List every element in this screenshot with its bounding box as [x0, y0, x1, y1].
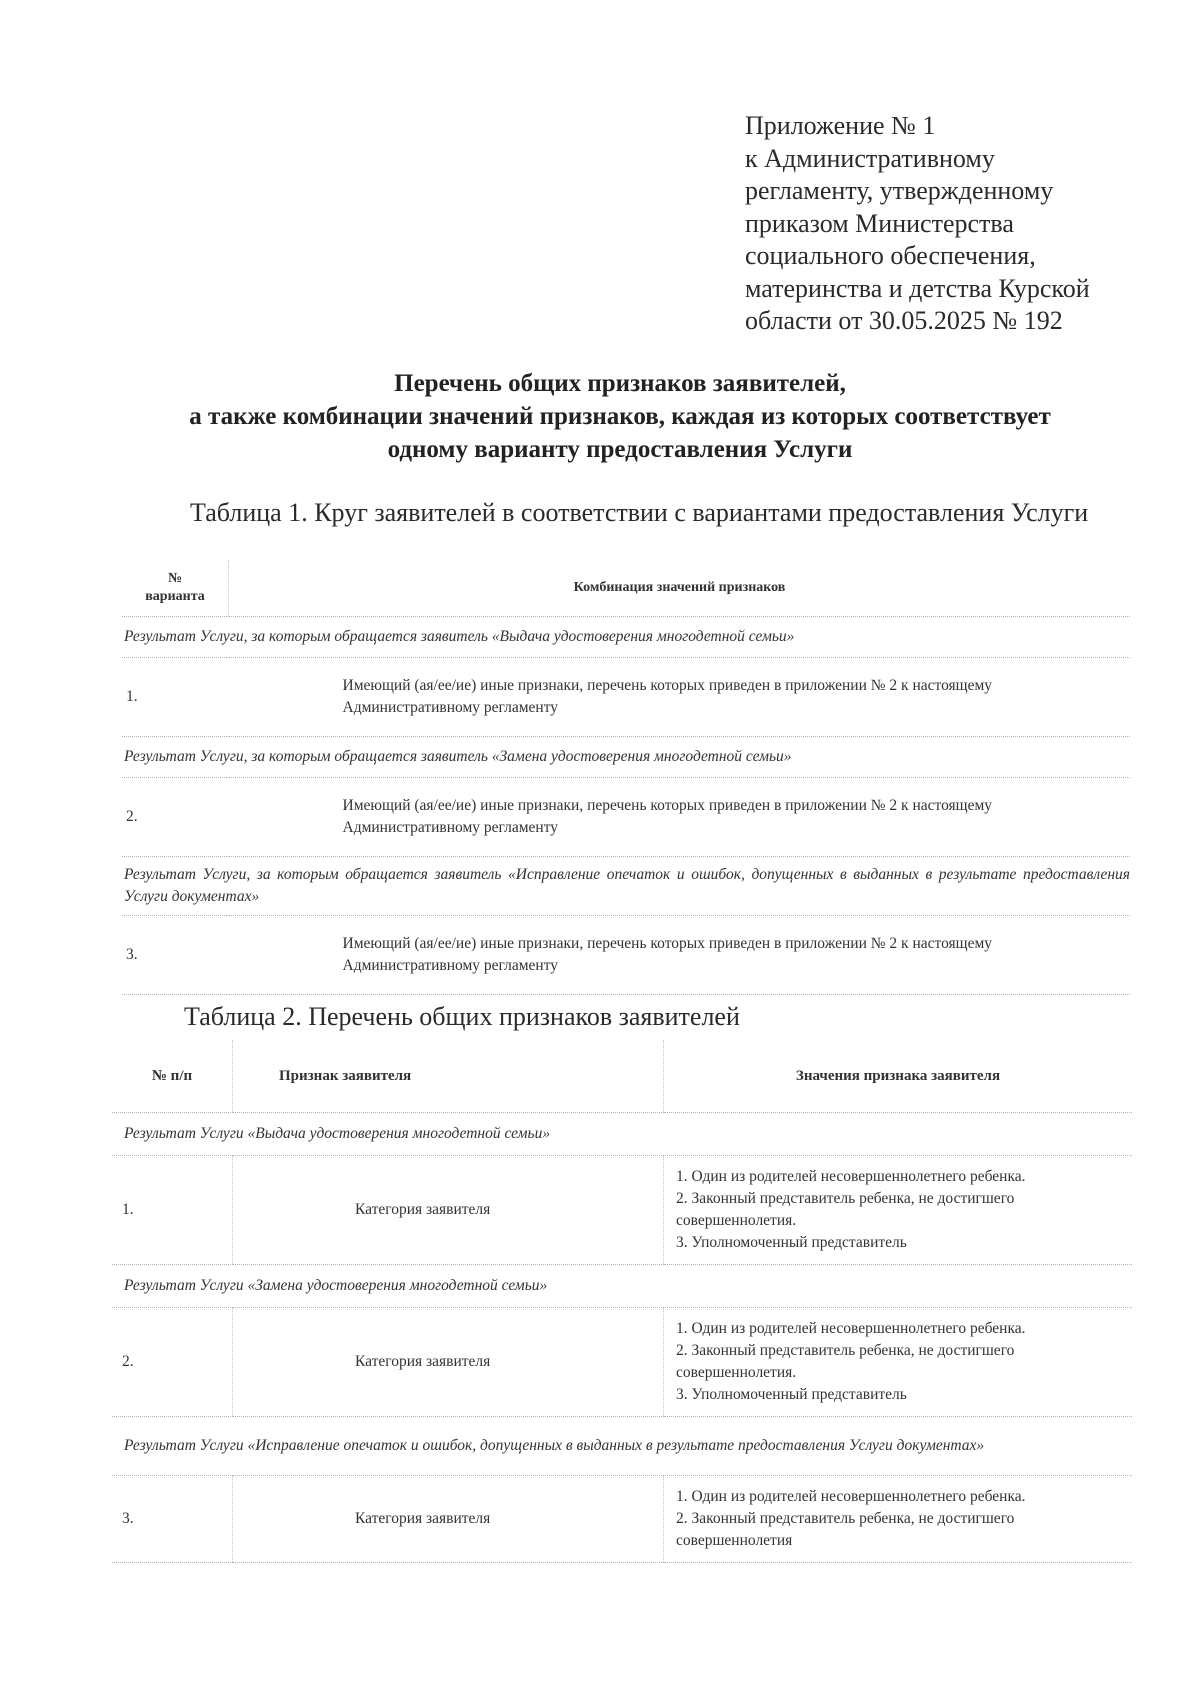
- values-cell: [664, 1156, 1133, 1265]
- result-label: Результат Услуги, за которым обращается заявитель «Выдача удостоверения многодетной семьи»: [122, 617, 1130, 658]
- values-cell: [664, 1476, 1133, 1563]
- table1-header-num: [122, 560, 229, 617]
- appendix-block: [745, 110, 1165, 338]
- row-number: 1.: [112, 1156, 233, 1265]
- table2: [112, 1040, 1132, 1563]
- result-label: Результат Услуги, за которым обращается заявитель «Замена удостоверения многодетной семьи»: [122, 737, 1130, 778]
- value-line: совершеннолетия.: [676, 1364, 797, 1381]
- value-line: 1. Один из родителей несовершеннолетнего ребенка.: [676, 1320, 1026, 1337]
- result-label: Результат Услуги «Выдача удостоверения многодетной семьи»: [112, 1113, 1132, 1156]
- table2-row: [112, 1156, 1132, 1265]
- table2-header-num: № п/п: [112, 1040, 233, 1113]
- appendix-line: регламенту, утвержденному: [745, 176, 1054, 205]
- attribute-cell: Категория заявителя: [233, 1308, 664, 1417]
- title-line: одному варианту предоставления Услуги: [387, 436, 853, 463]
- table1: [122, 560, 1130, 995]
- table1-group-row: [122, 737, 1130, 778]
- row-number: 3.: [112, 1476, 233, 1563]
- result-label: Результат Услуги «Исправление опечаток и ошибок, допущенных в выданных в результате предоставления Услуги документах»: [112, 1417, 1132, 1476]
- value-line: 3. Уполномоченный представитель: [676, 1234, 907, 1251]
- row-number: 2.: [112, 1308, 233, 1417]
- document-title: [110, 367, 1130, 466]
- table2-caption: Таблица 2. Перечень общих признаков заявителей: [184, 1002, 740, 1031]
- table2-group-row: [112, 1113, 1132, 1156]
- variant-number: 1.: [122, 658, 229, 737]
- table1-row: [122, 778, 1130, 857]
- title-line: а также комбинации значений признаков, каждая из которых соответствует: [189, 403, 1051, 430]
- table2-group-row: [112, 1417, 1132, 1476]
- appendix-line: Приложение № 1: [745, 111, 936, 140]
- table1-header-row: [122, 560, 1130, 617]
- table2-row: [112, 1308, 1132, 1417]
- header-num-symbol: №: [167, 571, 183, 586]
- combination-text: Имеющий (ая/ее/ие) иные признаки, перечень которых приведен в приложении № 2 к настоящему Административному регламенту: [229, 916, 1131, 995]
- appendix-line: области от 30.05.2025 № 192: [745, 306, 1063, 335]
- value-line: совершеннолетия.: [676, 1212, 797, 1229]
- appendix-line: материнства и детства Курской: [745, 273, 1090, 303]
- appendix-line: социального обеспечения,: [745, 241, 1036, 270]
- variant-number: 2.: [122, 778, 229, 857]
- value-line: 2. Законный представитель ребенка, не достигшего: [676, 1190, 1015, 1207]
- result-label: Результат Услуги «Замена удостоверения многодетной семьи»: [112, 1265, 1132, 1308]
- variant-number: 3.: [122, 916, 229, 995]
- table1-caption: Таблица 1. Круг заявителей в соответствии с вариантами предоставления Услуги: [190, 498, 1089, 527]
- attribute-cell: Категория заявителя: [233, 1156, 664, 1265]
- result-label: Результат Услуги, за которым обращается заявитель «Исправление опечаток и ошибок, допущенных в выданных в результате предоставления Услуги документах»: [122, 857, 1130, 916]
- value-line: совершеннолетия: [676, 1532, 793, 1549]
- value-line: 3. Уполномоченный представитель: [676, 1386, 907, 1403]
- appendix-line: приказом Министерства: [745, 208, 1014, 238]
- table1-row: [122, 916, 1130, 995]
- value-line: 2. Законный представитель ребенка, не достигшего: [676, 1510, 1015, 1527]
- values-cell: [664, 1308, 1133, 1417]
- combination-text: Имеющий (ая/ее/ие) иные признаки, перечень которых приведен в приложении № 2 к настоящему Административному регламенту: [229, 658, 1131, 737]
- attribute-cell: Категория заявителя: [233, 1476, 664, 1563]
- table1-group-row: [122, 617, 1130, 658]
- title-line: Перечень общих признаков заявителей,: [394, 370, 846, 397]
- table2-header-attribute: Признак заявителя: [233, 1040, 664, 1113]
- header-num-label: варианта: [145, 589, 205, 604]
- table2-row: [112, 1476, 1132, 1563]
- table1-row: [122, 658, 1130, 737]
- table1-header-combination: Комбинация значений признаков: [229, 560, 1131, 617]
- value-line: 1. Один из родителей несовершеннолетнего ребенка.: [676, 1488, 1026, 1505]
- table2-group-row: [112, 1265, 1132, 1308]
- value-line: 1. Один из родителей несовершеннолетнего ребенка.: [676, 1168, 1026, 1185]
- value-line: 2. Законный представитель ребенка, не достигшего: [676, 1342, 1015, 1359]
- combination-text: Имеющий (ая/ее/ие) иные признаки, перечень которых приведен в приложении № 2 к настоящему Административному регламенту: [229, 778, 1131, 857]
- appendix-line: к Административному: [745, 143, 995, 173]
- table2-header-row: [112, 1040, 1132, 1113]
- table1-group-row: [122, 857, 1130, 916]
- table2-header-values: Значения признака заявителя: [664, 1040, 1133, 1113]
